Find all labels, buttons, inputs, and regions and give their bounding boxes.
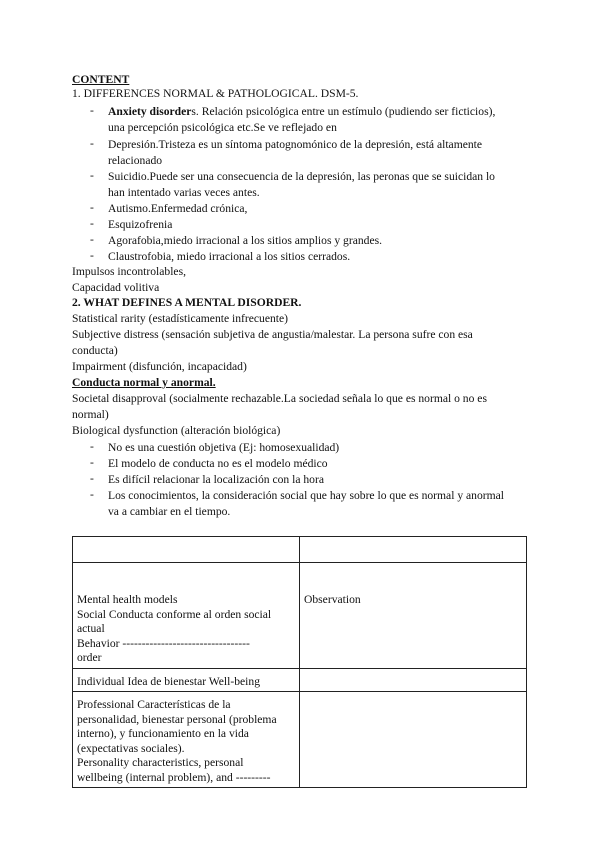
text-line: Capacidad volitiva	[72, 281, 160, 294]
table-cell: Professional Características de la personalidad, bienestar personal (problema interno), y funcionamiento en la vida (expectativas sociales). Personality characteristics, personal wellbeing (internal problem), and ---------	[73, 692, 300, 788]
bullet-marker: -	[90, 201, 94, 214]
table-cell	[73, 537, 300, 563]
list-item: Autismo.Enfermedad crónica,	[108, 202, 248, 215]
bullet-marker: -	[90, 249, 94, 262]
text-line: Subjective distress (sensación subjetiva de angustia/malestar. La persona sufre con esa	[72, 328, 473, 341]
text-line: normal)	[72, 408, 109, 421]
text-line: Societal disapproval (socialmente rechazable.La sociedad señala lo que es normal o no es	[72, 392, 487, 405]
list-item: Los conocimientos, la consideración social que hay sobre lo que es normal y anormal va a cambiar en el tiempo.	[108, 489, 505, 518]
bullet-marker: -	[90, 233, 94, 246]
bullet-marker: -	[90, 137, 94, 150]
table-cell: Observation	[300, 563, 527, 669]
text-line: Biological dysfunction (alteración biológica)	[72, 424, 281, 437]
table-cell	[300, 692, 527, 788]
table-row	[73, 692, 527, 788]
table-cell	[300, 668, 527, 692]
bullet-marker: -	[90, 440, 94, 453]
table-cell: Mental health models Social Conducta conforme al orden social actual Behavior --------------------------------- order	[73, 563, 300, 669]
content-title: CONTENT	[72, 73, 130, 86]
list-item: Claustrofobia, miedo irracional a los sitios cerrados.	[108, 250, 351, 263]
bullet-marker: -	[90, 104, 94, 117]
bullet-marker: -	[90, 217, 94, 230]
list-item: Esquizofrenia	[108, 218, 173, 231]
bullet-marker: -	[90, 456, 94, 469]
list-item: Suicidio.Puede ser una consecuencia de la depresión, las peronas que se suicidan lo han intentado varias veces antes.	[108, 170, 495, 199]
section2-heading: 2. WHAT DEFINES A MENTAL DISORDER.	[72, 296, 302, 309]
bullet-marker: -	[90, 488, 94, 501]
bullet-marker: -	[90, 472, 94, 485]
list-item: Depresión.Tristeza es un síntoma patognomónico de la depresión, está altamente relacionado	[108, 138, 483, 167]
table-row	[73, 563, 527, 669]
section3-heading: Conducta normal y anormal.	[72, 376, 216, 389]
bullet-marker: -	[90, 169, 94, 182]
section1-heading: 1. DIFFERENCES NORMAL & PATHOLOGICAL. DSM-5.	[72, 87, 359, 100]
text-line: Statistical rarity (estadísticamente infrecuente)	[72, 312, 289, 325]
table-cell: Individual Idea de bienestar Well-being	[73, 668, 300, 692]
list-item: Anxiety disorders. Relación psicológica entre un estímulo (pudiendo ser ficticios), una percepción psicológica etc.Se ve reflejado en	[108, 105, 496, 134]
list-item: No es una cuestión objetiva (Ej: homosexualidad)	[108, 441, 340, 454]
models-table	[72, 536, 527, 788]
table-cell	[300, 537, 527, 563]
list-item: Agorafobia,miedo irracional a los sitios amplios y grandes.	[108, 234, 382, 247]
table-row	[73, 668, 527, 692]
text-line: conducta)	[72, 344, 118, 357]
table-row	[73, 537, 527, 563]
text-line: Impulsos incontrolables,	[72, 265, 186, 278]
text-line: Impairment (disfunción, incapacidad)	[72, 360, 247, 373]
list-item: El modelo de conducta no es el modelo médico	[108, 457, 328, 470]
list-item: Es difícil relacionar la localización con la hora	[108, 473, 324, 486]
